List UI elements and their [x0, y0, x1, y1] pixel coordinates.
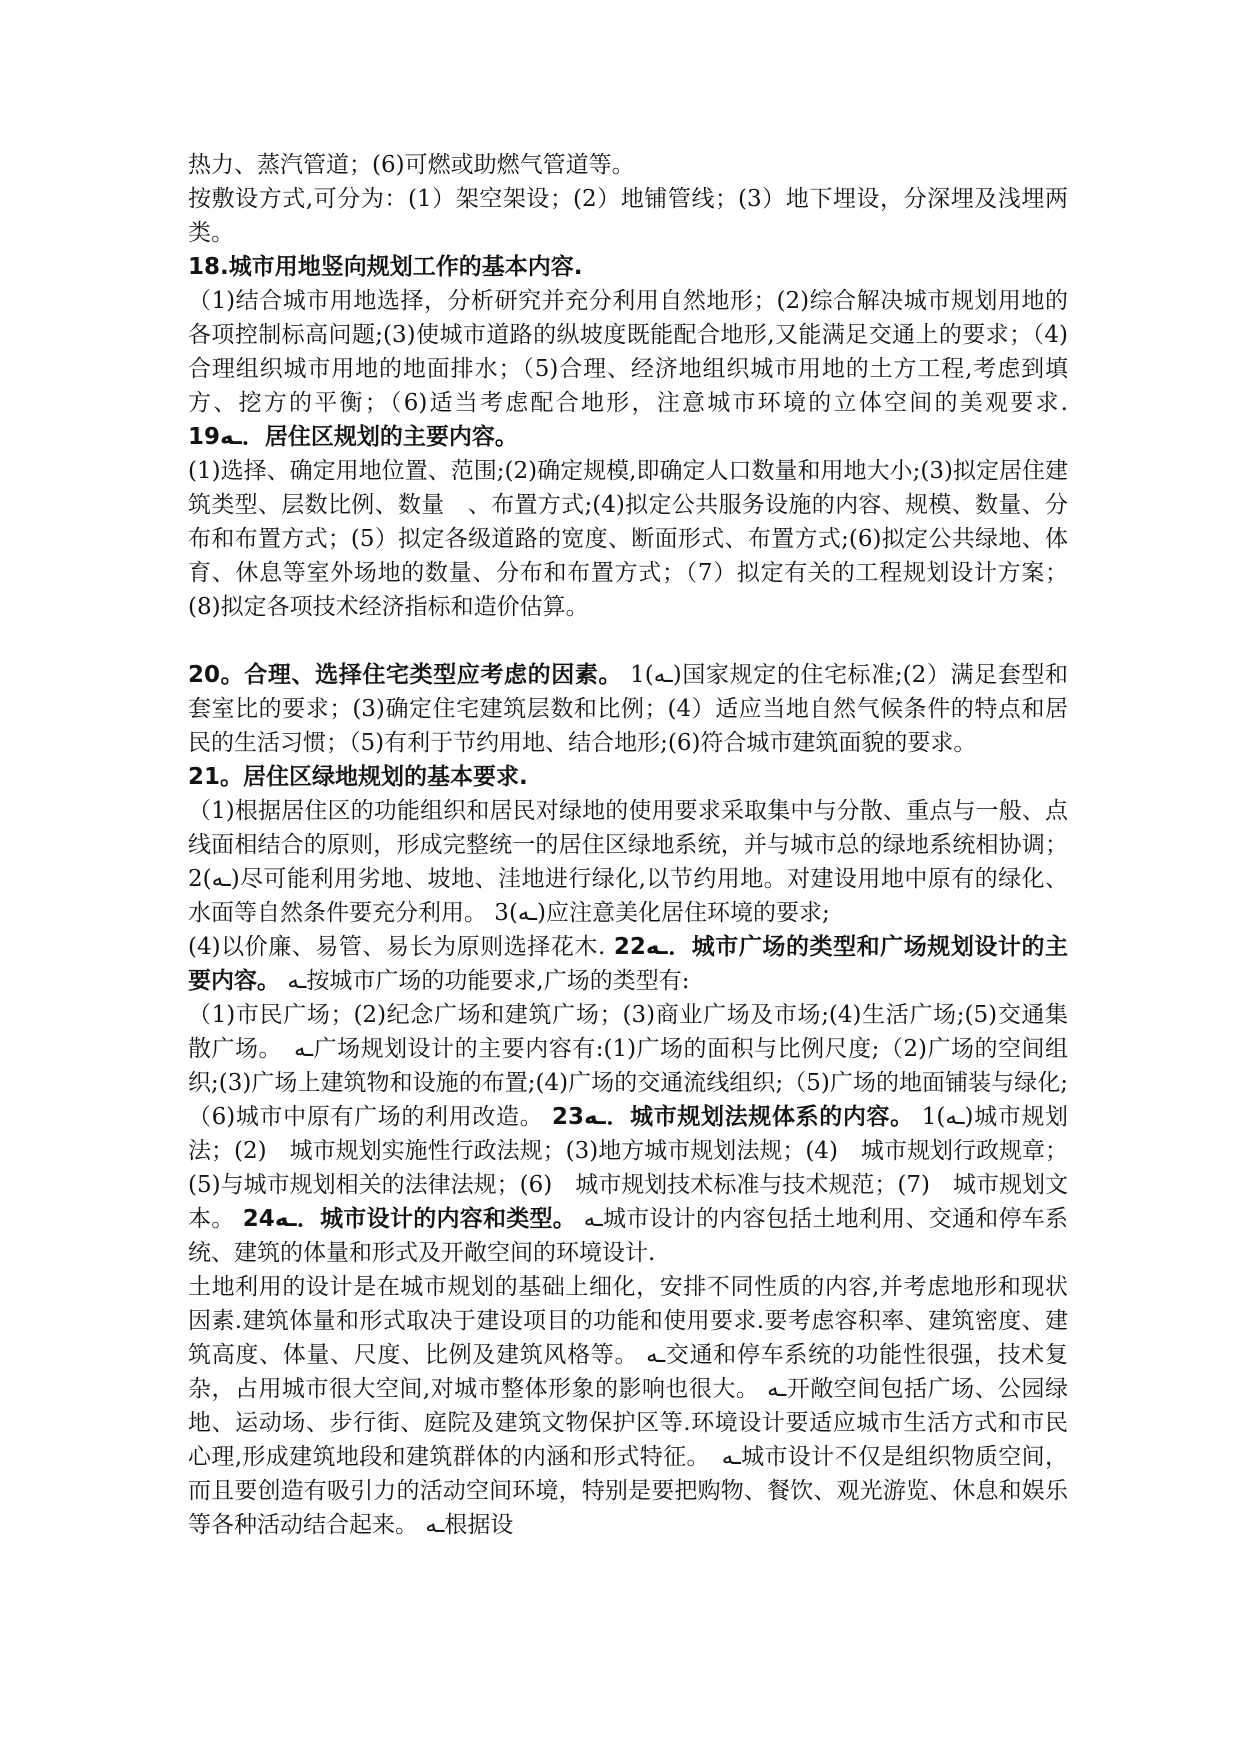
- blank-line: [188, 624, 1068, 658]
- text-segment: ـه按城市广场的功能要求,广场的类型有:: [280, 968, 690, 994]
- paragraph-2: [188, 182, 1068, 250]
- text-segment: 1(ـه)国家规定的住宅标准;(2）满足套型和套室比的要求；(3)确定住宅建筑层数和比例；(4）适应当地自然气候条件的特点和居民的生活习惯；（5)有利于节约用地、结合地形;(6)符合城市建筑面貌的要求。: [188, 662, 1068, 756]
- text-segment: 土地利用的设计是在城市规划的基础上细化，安排不同性质的内容,并考虑地形和现状因素.建筑体量和形式取决于建设项目的功能和使用要求.要考虑容积率、建筑密度、建筑高度、体量、尺度、比例及建筑风格等。 ـه交通和停车系统的功能性很强，技术复杂，占用城市很大空间,对城市整体形象的影响也很大。 ـه开敞空间包括广场、公园绿地、运动场、步行街、庭院及建筑文物保护区等.环境设计要适应城市生活方式和市民心理,形成建筑地段和建筑群体的内涵和形式特征。 ـه城市设计不仅是组织物质空间，而且要创造有吸引力的活动空间环境，特别是要把购物、餐饮、观光游览、休息和娱乐等各种活动结合起来。 ـه根据设: [188, 1274, 1069, 1538]
- paragraph-11: [188, 1270, 1068, 1542]
- paragraph-5: [188, 454, 1068, 624]
- paragraph-1: [188, 148, 1068, 182]
- text-segment: ـه城市设计的内容包括土地利用、交通和停车系统、建筑的体量和形式及开敞空间的环境设计.: [188, 1206, 1069, 1266]
- heading-text-23: 23ـه．城市规划法规体系的内容。: [543, 1104, 914, 1130]
- text-segment: （1)根据居住区的功能组织和居民对绿地的使用要求采取集中与分散、重点与一般、点线面相结合的原则，形成完整统一的居住区绿地系统，并与城市总的绿地系统相协调；2(ـه)尽可能利用劣地、坡地、洼地进行绿化,以节约用地。对建设用地中原有的绿化、水面等自然条件要充分利用。 3(ـه)应注意美化居住环境的要求;: [188, 798, 1068, 926]
- heading-text-19: 19ـه．居住区规划的主要内容。: [188, 424, 518, 450]
- paragraph-4: [188, 284, 1068, 454]
- text-segment: （1)市民广场；(2)纪念广场和建筑广场；(3)商业广场及市场;(4)生活广场;(5)交通集散广场。 ـه广场规划设计的主要内容有:(1)广场的面积与比例尺度;（2)广场的空间组织;(3)广场上建筑物和设施的布置;(4)广场的交通流线组织;（5)广场的地面铺装与绿化;（6)城市中原有广场的利用改造。: [188, 1002, 1069, 1130]
- paragraph-10: [188, 998, 1068, 1270]
- heading-text: 18.城市用地竖向规划工作的基本内容.: [188, 254, 583, 280]
- paragraph-8: [188, 794, 1068, 930]
- text-segment: 热力、蒸汽管道；(6)可燃或助燃气管道等。: [188, 152, 635, 178]
- text-segment: (4)以价廉、易管、易长为原则选择花木.: [188, 934, 606, 960]
- section-heading-21: [188, 760, 1068, 794]
- heading-text-20: 20。合理、选择住宅类型应考虑的因素。: [188, 662, 623, 688]
- section-heading-18: [188, 250, 1068, 284]
- paragraph-6: [188, 658, 1068, 760]
- text-segment: (1)选择、确定用地位置、范围;(2)确定规模,即确定人口数量和用地大小;(3)拟定居住建筑类型、层数比例、数量 、布置方式;(4)拟定公共服务设施的内容、规模、数量、分布和布置方式；(5）拟定各级道路的宽度、断面形式、布置方式;(6)拟定公共绿地、体育、休息等室外场地的数量、分布和布置方式；（7）拟定有关的工程规划设计方案；(8)拟定各项技术经济指标和造价估算。: [188, 458, 1068, 620]
- heading-text: 21。居住区绿地规划的基本要求.: [188, 764, 528, 790]
- document-page: [188, 148, 1068, 1542]
- heading-text-24: 24ـه．城市设计的内容和类型。: [234, 1206, 577, 1232]
- text-segment: 1(ـه)城市规划法；(2) 城市规划实施性行政法规；(3)地方城市规划法规；(4) 城市规划行政规章；(5)与城市规划相关的法律法规；(6) 城市规划技术标准与技术规范；(7) 城市规划文本。: [188, 1104, 1069, 1232]
- text-segment: 按敷设方式,可分为：(1）架空架设；(2）地铺管线；(3）地下埋设，分深埋及浅埋两类。: [188, 186, 1068, 246]
- heading-text-22: 22ـه．城市广场的类型和广场规划设计的主要内容。: [188, 934, 1069, 994]
- paragraph-9: [188, 930, 1068, 998]
- text-segment: （1)结合城市用地选择，分析研究并充分利用自然地形；(2)综合解决城市规划用地的各项控制标高问题;(3)使城市道路的纵坡度既能配合地形,又能满足交通上的要求；（4)合理组织城市用地的地面排水；（5)合理、经济地组织城市用地的土方工程,考虑到填方、挖方的平衡；（6)适当考虑配合地形，注意城市环境的立体空间的美观要求.: [188, 288, 1068, 416]
